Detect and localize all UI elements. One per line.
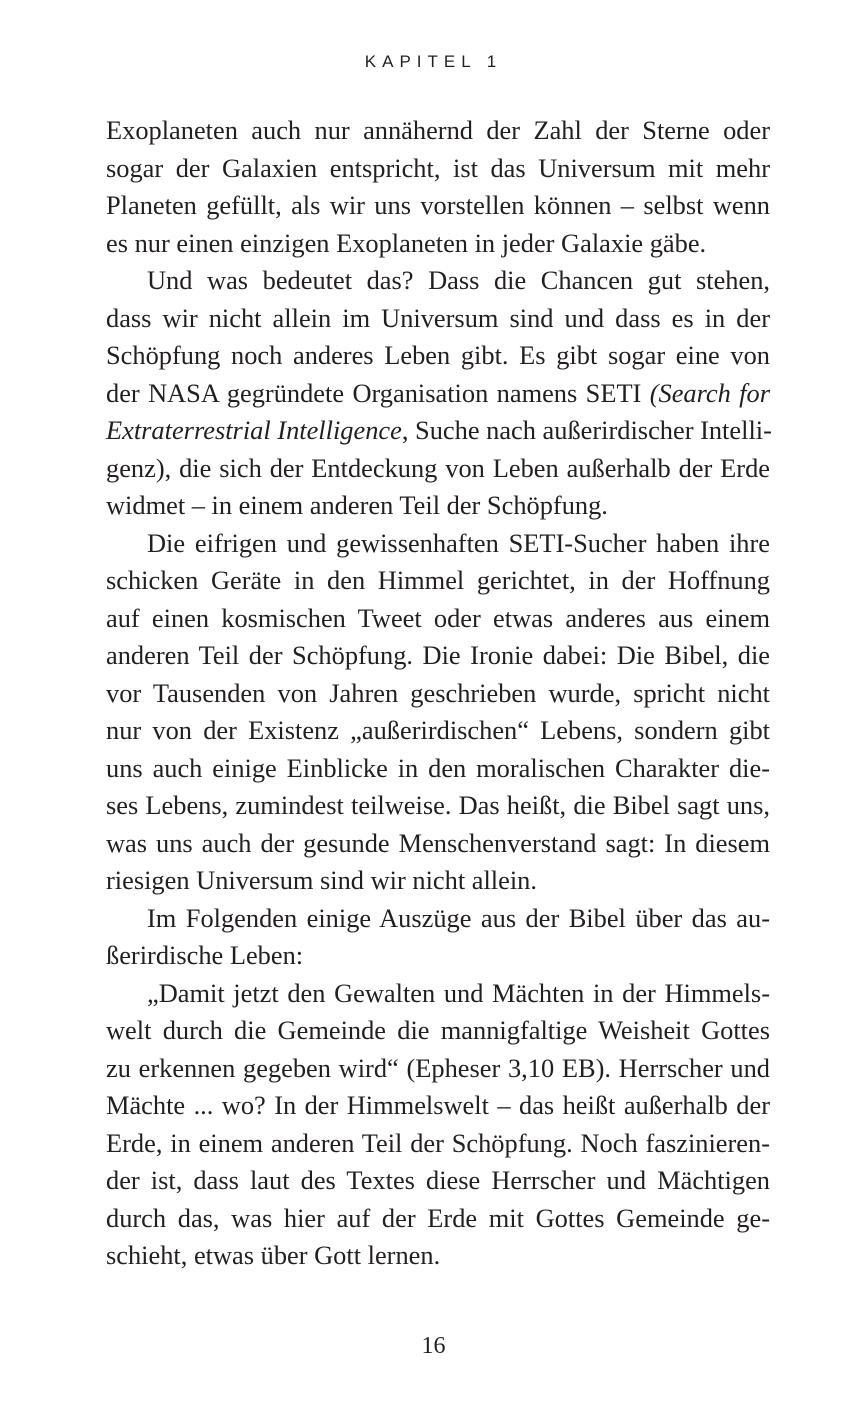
text-line: durch das, was hier auf der Erde mit Gottes Gemeinde ge-	[106, 1202, 770, 1233]
text-line: schicken Geräte in den Himmel gerichtet, in der Hoffnung	[106, 565, 770, 595]
text-line-with-italic	[106, 375, 770, 413]
body-text	[106, 112, 770, 1275]
text-line: Im Folgenden einige Auszüge aus der Bibel über das au-	[147, 902, 770, 933]
text-line: zu erkennen gegeben wird“ (Epheser 3,10 EB). Herrscher und	[106, 1052, 770, 1083]
text-line: widmet – in einem anderen Teil der Schöpfung.	[106, 490, 608, 520]
text-line: Und was bedeutet das? Dass die Chancen gut stehen,	[147, 265, 770, 295]
text-line: riesigen Universum sind wir nicht allein.	[106, 865, 537, 895]
text-line: Exoplaneten auch nur annähernd der Zahl der Sterne oder	[106, 115, 770, 145]
text-line: Erde, in einem anderen Teil der Schöpfung. Noch faszinieren-	[106, 1127, 770, 1158]
text-line: Planeten gefüllt, als wir uns vorstellen können – selbst wenn	[106, 190, 770, 220]
text-line: ses Lebens, zumindest teilweise. Das heißt, die Bibel sagt uns,	[106, 790, 770, 820]
text-line: es nur einen einzigen Exoplaneten in jeder Galaxie gäbe.	[106, 227, 707, 258]
text-segment: der NASA gegründete Organisation namens SETI	[106, 377, 650, 408]
text-line: genz), die sich der Entdeckung von Leben außerhalb der Erde	[106, 452, 770, 483]
text-line-with-italic	[106, 412, 770, 450]
text-line: schieht, etwas über Gott lernen.	[106, 1240, 441, 1270]
text-line: der ist, dass laut des Textes diese Herrscher und Mächtigen	[106, 1165, 770, 1195]
text-line: anderen Teil der Schöpfung. Die Ironie dabei: Die Bibel, die	[106, 640, 770, 670]
text-line: auf einen kosmischen Tweet oder etwas anderes aus einem	[106, 602, 770, 633]
paragraph-1	[106, 112, 770, 262]
text-line: nur von der Existenz „außerirdischen“ Lebens, sondern gibt	[106, 715, 770, 745]
text-line: Schöpfung noch anderes Leben gibt. Es gibt sogar eine von	[106, 340, 770, 370]
text-line: was uns auch der gesunde Menschenverstand sagt: In diesem	[106, 827, 770, 858]
paragraph-3	[106, 525, 770, 900]
text-line: uns auch einige Einblicke in den moralischen Charakter die-	[106, 752, 770, 783]
text-line: welt durch die Gemeinde die mannigfaltige Weisheit Gottes	[106, 1015, 770, 1045]
paragraph-2	[106, 262, 770, 525]
text-line: sogar der Galaxien entspricht, ist das Universum mit mehr	[106, 152, 770, 183]
page-number: 16	[421, 1333, 446, 1359]
text-segment: , Suche nach außerirdischer Intelli-	[401, 415, 772, 445]
text-line: dass wir nicht allein im Universum sind und dass es in der	[106, 302, 770, 333]
text-line: Mächte ... wo? In der Himmelswelt – das heißt außerhalb der	[106, 1090, 770, 1120]
text-line: „Damit jetzt den Gewalten und Mächten in der Himmels-	[147, 977, 770, 1008]
italic-term: (Search for	[649, 377, 770, 408]
text-line: Die eifrigen und gewissenhaften SETI-Sucher haben ihre	[147, 527, 770, 558]
running-head: KAPITEL 1	[364, 52, 503, 71]
paragraph-4	[106, 900, 770, 975]
text-line: vor Tausenden von Jahren geschrieben wurde, spricht nicht	[106, 677, 770, 708]
paragraph-5	[106, 975, 770, 1275]
text-line: ßerirdische Leben:	[106, 940, 304, 970]
italic-term: Extraterrestrial Intelligence	[106, 415, 402, 445]
